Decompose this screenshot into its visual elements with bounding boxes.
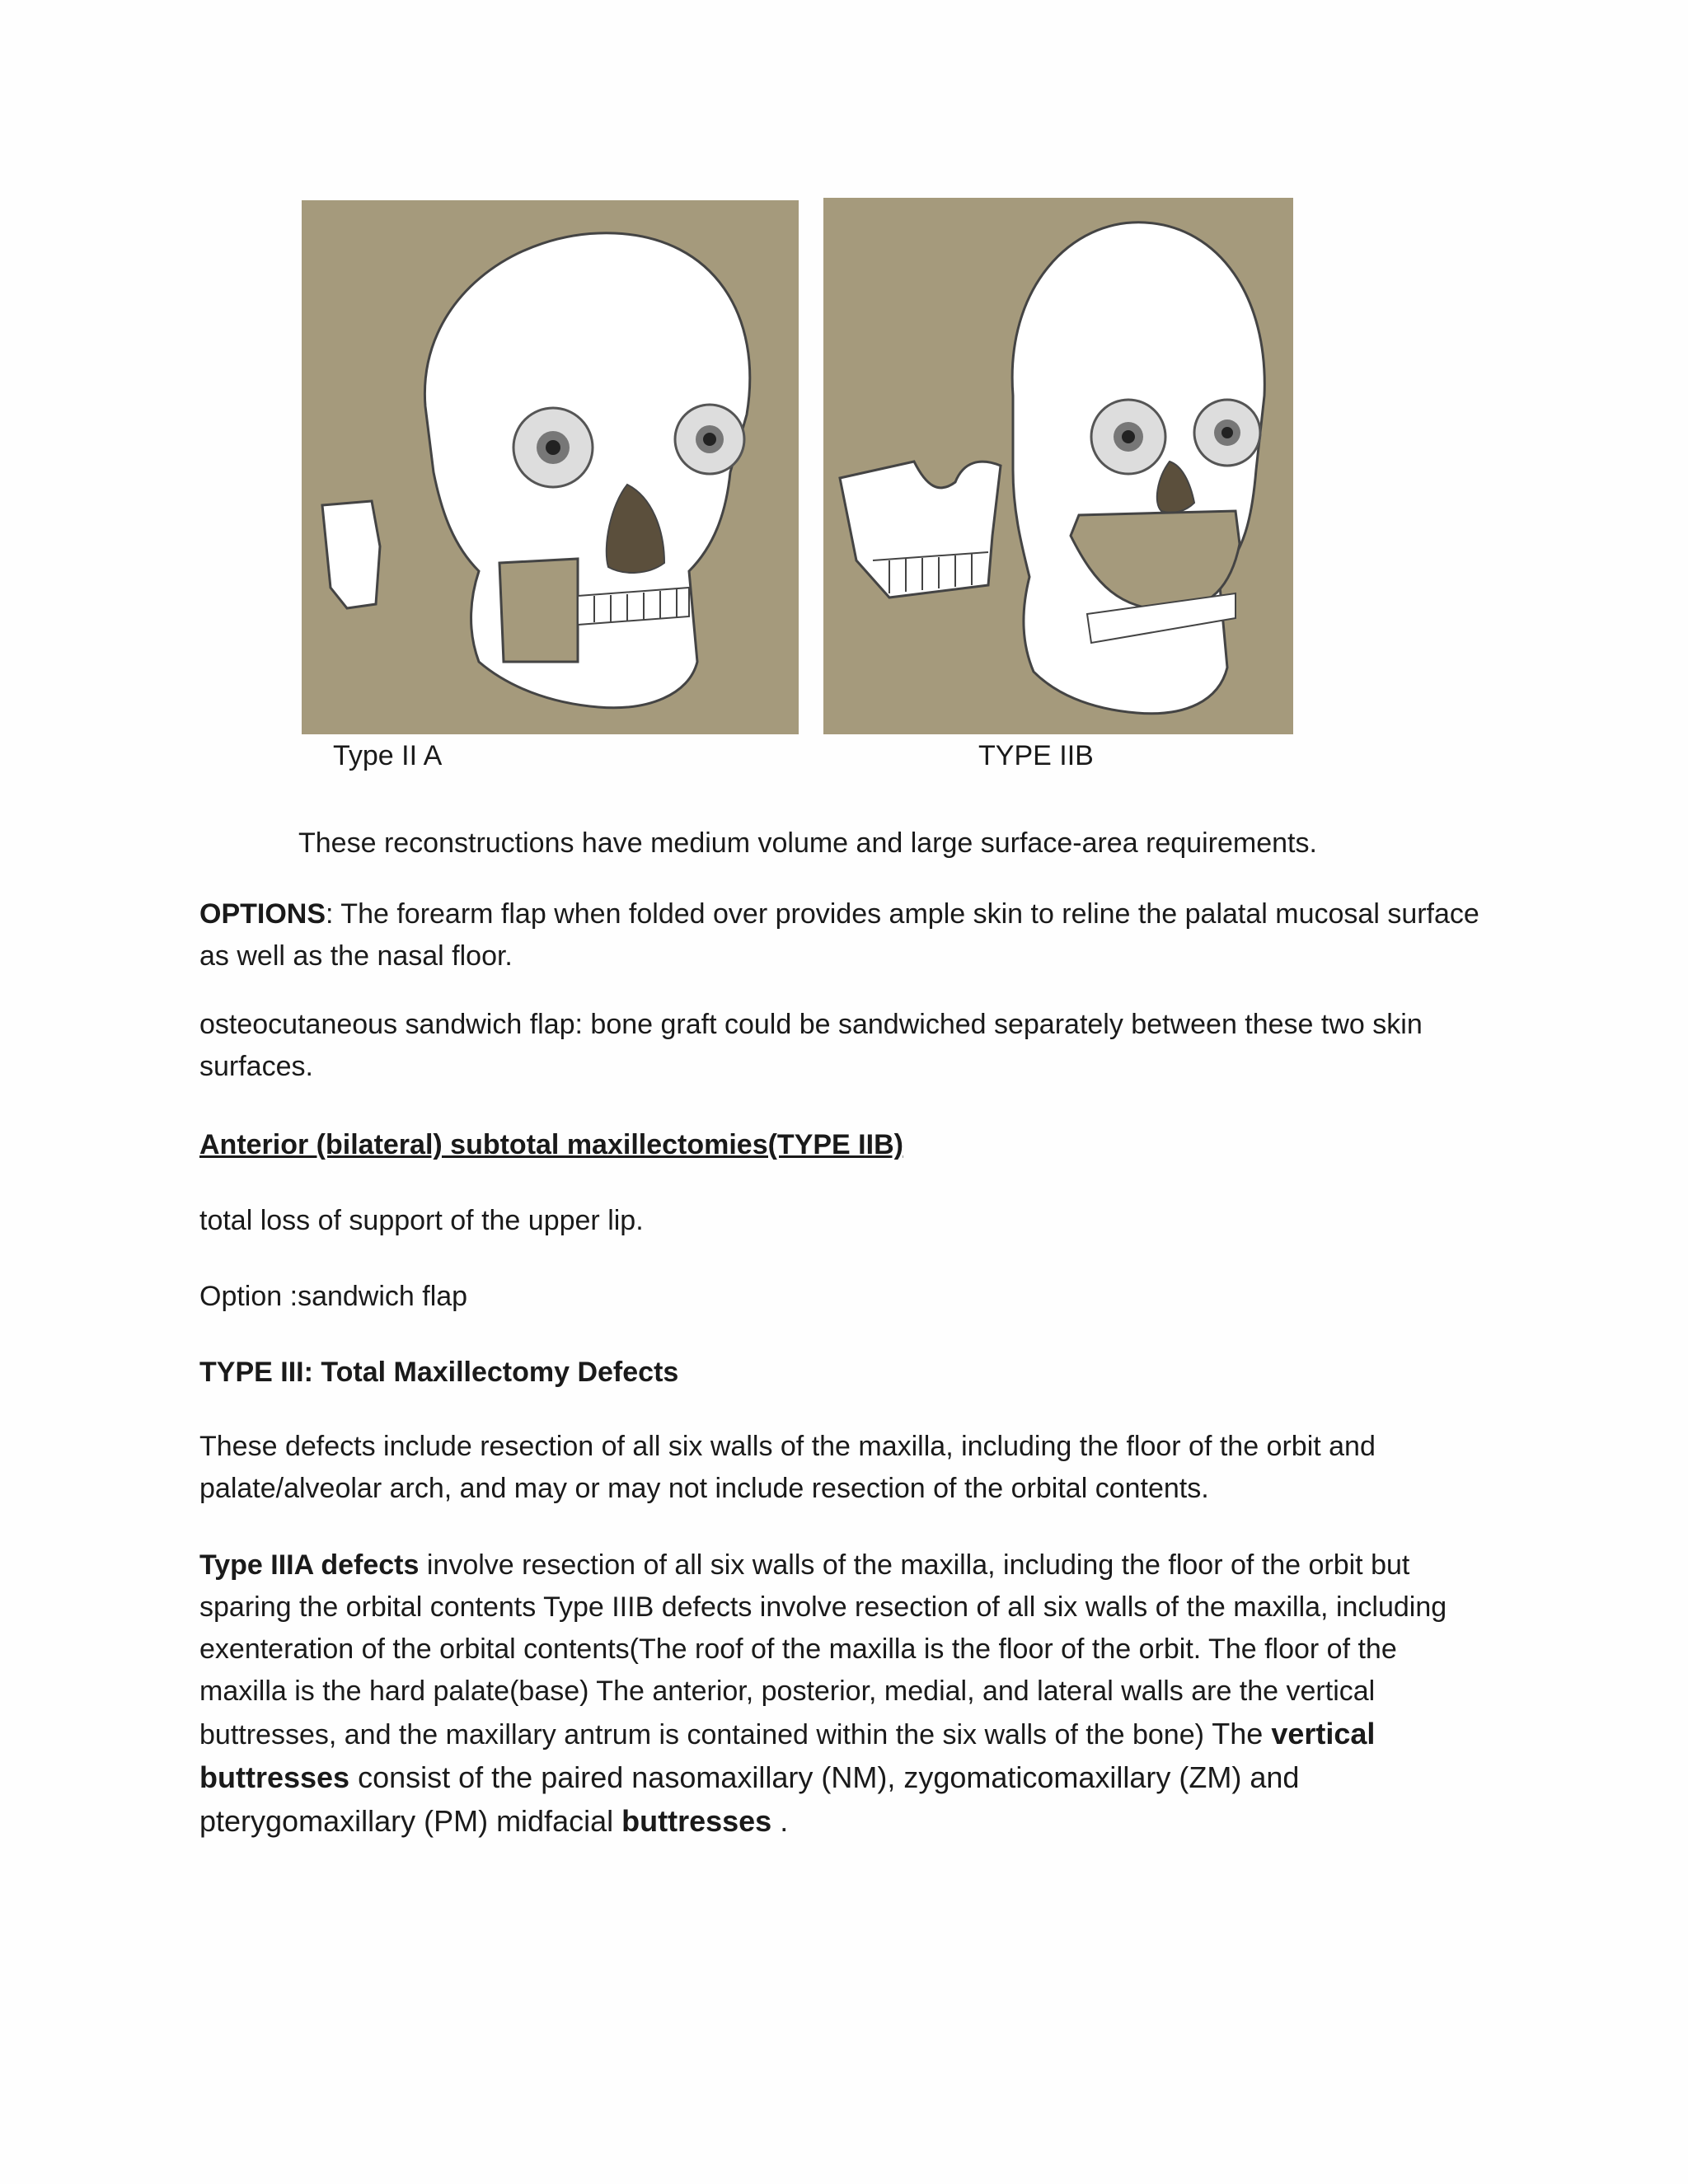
options-label: OPTIONS — [199, 898, 326, 930]
end-text: . — [771, 1804, 789, 1838]
buttresses-term: buttresses — [621, 1804, 772, 1838]
figure-type-iia — [302, 200, 799, 734]
figure-caption-type-iia: Type II A — [333, 740, 443, 771]
skull-illustration-type-iib — [823, 198, 1293, 734]
skull-illustration-type-iia — [302, 200, 799, 734]
consist-text: consist of the paired nasomaxillary (NM), zygomaticomaxillary (ZM) and pterygomaxillary (PM) midfacial — [199, 1760, 1300, 1838]
type-iiia-text: involve resection of all six walls of the maxilla, including the floor of the orbit but sparing the orbital contents Type IIIB defects involve resection of all six walls of the maxilla, including exenteration of the orbital contents(The roof of the maxilla is the floor of the orbit. The floor of the maxilla is the hard palate(base) The anterior, posterior, medial, and lateral walls are the vertical buttresses, and the maxillary antrum is contained within the six walls of the bone) — [199, 1549, 1447, 1750]
intro-paragraph: These reconstructions have medium volume and large surface-area requirements. — [298, 827, 1317, 859]
the-text: The — [1203, 1717, 1272, 1750]
type-iiia-paragraph — [199, 1544, 1485, 1844]
type-iiia-label: Type IIIA defects — [199, 1549, 420, 1581]
figure-caption-type-iib: TYPE IIB — [978, 740, 1094, 771]
option-line: Option :sandwich flap — [199, 1281, 468, 1312]
type-iii-heading: TYPE III: Total Maxillectomy Defects — [199, 1357, 679, 1388]
type-iii-description: These defects include resection of all six walls of the maxilla, including the floor of the orbit and palate/alveolar arch, and may or may not include resection of the orbital contents. — [199, 1431, 1376, 1504]
sandwich-paragraph: osteocutaneous sandwich flap: bone graft could be sandwiched separately between these two skin surfaces. — [199, 1009, 1423, 1082]
anterior-heading: Anterior (bilateral) subtotal maxillectomies(TYPE IIB) — [199, 1129, 903, 1160]
figure-type-iib — [823, 198, 1293, 734]
options-text: : The forearm flap when folded over provides ample skin to reline the palatal mucosal surface as well as the nasal floor. — [199, 898, 1479, 972]
options-paragraph — [199, 893, 1485, 977]
vertical-buttresses-term: vertical buttresses — [199, 1717, 1376, 1794]
upper-lip-paragraph: total loss of support of the upper lip. — [199, 1205, 644, 1236]
